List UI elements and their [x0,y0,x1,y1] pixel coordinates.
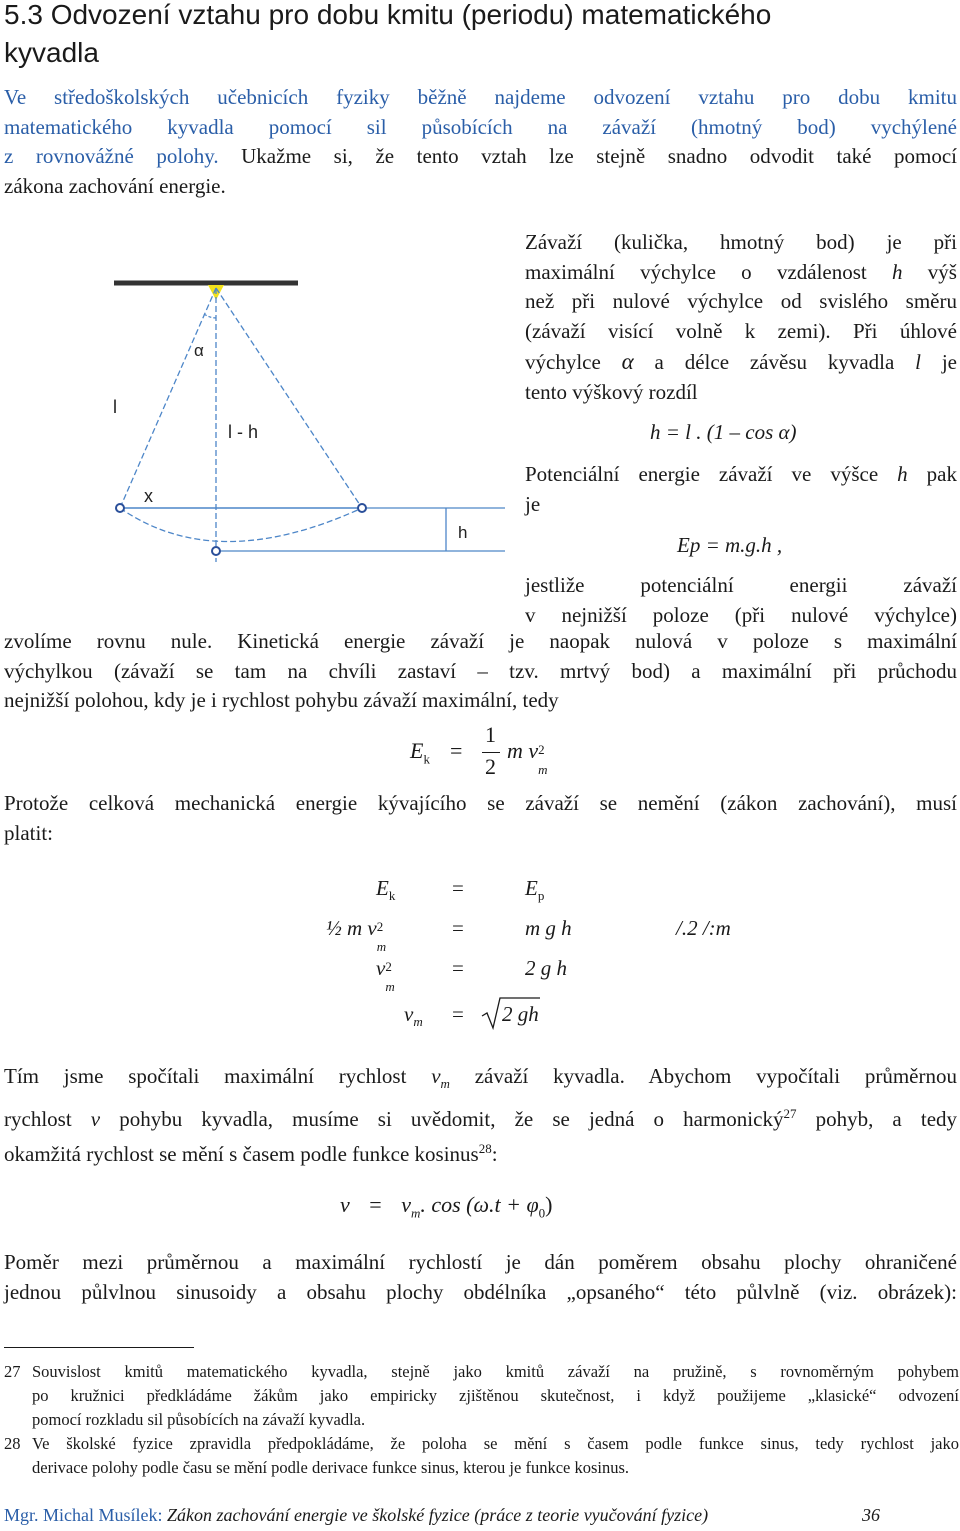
right-column-text-3 [525,571,957,630]
footnotes [4,1360,959,1480]
intro-line-4: zákona zachování energie. [4,173,226,198]
r3-lhs-sup: 2 [385,959,392,974]
right-column-text [525,228,957,407]
body3-var-v: v [431,1064,441,1088]
ek-rhs-mv: m v [507,738,539,763]
r4-lhs: v [404,1002,414,1026]
body3-var-v2: v [90,1106,101,1131]
fn27-line-2: po kružnici předkládáme žákům jako empiricky zjištěnou skutečnost, i když použijeme „klasické“ odvození [32,1386,959,1405]
fn27-line-3: pomocí rozkladu sil působících na závaží kyvadla. [32,1410,366,1429]
body4-line-2: jednou půlvlnou sinusoidy a obsahu plochy obdélníka „opsaného“ této půlvlně (viz. obrázek): [4,1279,957,1304]
vf-rhs-v: v [401,1192,411,1217]
derivation [0,870,960,1040]
vf-rhs-sub: m [410,1205,421,1221]
body-paragraph-2 [4,789,957,848]
swing-arc [120,508,362,542]
kinetic-energy-formula [410,722,610,792]
fn28-line-1: Ve školské fyzice zpravidla předpokládáme, že poloha se mění s časem podle funkce sinus, tedy rychlost jako [32,1434,959,1453]
label-l: l [113,397,117,417]
ek-lhs-e: E [410,738,424,763]
intro-line-3 [4,142,957,172]
intro-line-3a: z rovnovážné polohy. [4,144,219,168]
r2-note: /.2 /:m [676,916,731,940]
bob-right [358,504,366,512]
ek-rhs-sup: 2 [538,742,545,757]
ep-formula-text: Ep = m.g.h , [677,533,783,557]
rc-line-5 [525,347,957,378]
intro-paragraph [4,83,957,201]
body3-line-1 [4,1062,957,1099]
vf-rhs-sub0: 0 [538,1205,546,1221]
footnote-27-text [32,1360,959,1432]
body2-line-2: platit: [4,820,53,845]
deriv-row-2-lhs [326,916,389,954]
body3-sub-m: m [440,1076,450,1092]
rc-line-6: tento výškový rozdíl [525,379,698,404]
rc-line-4: (závaží visící volně k zemi). Při úhlové [525,319,957,344]
deriv-row-3-lhs [376,956,397,994]
body-paragraph-1 [4,627,957,716]
rc-line-10: v nejnižší poloze (při nulové výchylce) [525,602,957,627]
rc-line-2c: výš [902,259,957,284]
footnote-27 [4,1360,959,1432]
deriv-row-3-eq: = [452,956,464,980]
r3-lhs-sub: m [385,979,395,994]
r1-rhs-sub: p [537,888,545,904]
r3-rhs: 2 g h [525,956,567,980]
r2-rhs: m g h [525,916,572,940]
velocity-formula [340,1192,553,1221]
label-l-minus-h: l - h [228,422,259,442]
ep-formula [677,533,782,558]
label-x: x [144,486,153,506]
angle-arc [204,314,216,318]
rc-line-5c: a délce závěsu kyvadla [633,349,916,374]
body-paragraph-3 [4,1062,957,1170]
r1-lhs-sub: k [388,888,396,904]
body2-line-1: Protože celková mechanická energie kývajícího se závaží se nemění (zákon zachování), musí [4,791,957,815]
r2-lhs-sub: m [376,939,387,954]
r3-lhs: v [376,956,386,980]
ek-lhs [410,738,430,767]
body3-line-3 [4,1134,957,1170]
deriv-row-1-lhs [376,876,395,904]
fn28-line-2: derivace polohy podle času se mění podle derivace funkce sinus, kterou je funkce kosinus. [32,1458,630,1477]
page-number: 36 [862,1505,880,1525]
bob-left [116,504,124,512]
body4-line-1: Poměr mezi průměrnou a maximální rychlostí je dán poměrem obsahu plochy ohraničené [4,1250,957,1274]
ek-numerator: 1 [485,722,496,747]
vf-rhs-close: ) [545,1192,553,1217]
body3-l3a: okamžitá rychlost se mění s časem podle funkce kosinus [4,1142,479,1167]
rc-line-7a: Potenciální energie závaží ve výšce [525,462,898,486]
body3-line-2 [4,1099,957,1135]
r1-rhs: E [525,876,538,900]
footnote-ref-27[interactable]: 27 [783,1105,797,1121]
ek-equals: = [450,738,463,763]
footnote-separator [4,1347,194,1348]
deriv-row-4-eq: = [452,1002,464,1026]
footnote-28-number: 28 [4,1434,21,1453]
ek-denominator: 2 [485,754,496,779]
label-alpha: α [194,341,204,360]
body1-line-1: zvolíme rovnu nule. Kinetická energie závaží je naopak nulová v poloze s maximální [4,629,957,653]
body1-line-3: nejnižší polohou, kdy je i rychlost pohybu závaží maximální, tedy [4,688,559,712]
heading-line-1: 5.3 Odvození vztahu pro dobu kmitu (periodu) matematického [4,0,772,30]
pendulum-figure [100,270,520,570]
r2-lhs-sup: 2 [376,919,384,934]
string-right [216,288,362,508]
body3-l2c: pohybu kyvadla, musíme si uvědomit, že se jedná o harmonický [100,1106,784,1131]
heading-line-2: kyvadla [4,37,99,68]
rc-var-h: h [892,259,903,284]
deriv-row-2-eq: = [452,916,464,940]
deriv-row-4-lhs [404,1002,423,1030]
deriv-row-4-rhs [502,1002,539,1027]
rc-line-7c: pak [907,462,957,486]
rc-line-2a: maximální výchylce o vzdálenost [525,259,893,284]
vf-rhs-cos: . cos (ω.t + φ [420,1192,539,1217]
bob-bottom [212,547,220,555]
height-formula [650,420,797,445]
rc-var-alpha: α [621,348,634,374]
footnote-ref-28[interactable]: 28 [478,1141,492,1157]
rc-line-9: jestliže potenciální energii závaží [525,573,957,597]
rc-line-7 [525,460,957,490]
deriv-row-2-rhs [525,916,572,941]
fraction-bar [482,752,500,753]
ek-rhs-sub: m [538,762,548,777]
body3-l2e: pohyb, a tedy [796,1106,958,1131]
rc-line-2 [525,258,957,288]
body1-line-2: výchylkou (závaží se tam na chvíli zastaví – tzv. mrtvý bod) a maximální při průchodu [4,658,957,683]
r2-lhs: ½ m v [326,916,377,940]
rc-line-3: než při nulové výchylce od svislého směru [525,289,957,314]
body3-l2a: rychlost [4,1106,91,1131]
footer-author: Mgr. Michal Musílek: [4,1505,163,1525]
footer-title: Zákon zachování energie ve školské fyzice (práce z teorie vyučování fyzice) [162,1505,709,1525]
page-footer [4,1505,954,1526]
rc-var-h2: h [897,462,908,486]
footnote-27-number: 27 [4,1362,21,1381]
right-column-text-2 [525,460,957,519]
intro-line-2: matematického kyvadla pomocí sil působících na závaží (hmotný bod) vychýlené [4,114,957,139]
body3-l1a: Tím jsme spočítali maximální rychlost [4,1064,432,1088]
footnote-28 [4,1432,959,1480]
intro-line-3b: Ukažme si, že tento vztah lze stejně snadno odvodit také pomocí [218,144,957,168]
rc-var-l: l [915,349,921,374]
intro-line-1: Ve středoškolských učebnicích fyziky běžně najdeme odvození vztahu pro dobu kmitu [4,85,957,109]
vf-lhs: v [340,1192,350,1217]
section-heading [4,0,954,72]
r4-rhs: 2 gh [502,1002,539,1026]
body3-l3c: : [491,1142,498,1167]
deriv-row-1-rhs [525,876,544,904]
deriv-row-2-note [676,916,731,941]
rc-line-8: je [525,491,541,516]
rc-line-5e: je [921,349,957,374]
string-left [120,288,216,508]
rc-line-1: Závaží (kulička, hmotný bod) je při [525,230,957,254]
rc-line-5a: výchylce [525,349,622,374]
deriv-row-1-eq: = [452,876,464,900]
ek-rhs [507,738,548,777]
r4-lhs-sub: m [413,1014,423,1030]
label-h: h [458,523,468,542]
fn27-line-1: Souvislost kmitů matematického kyvadla, stejně jako kmitů závaží na pružině, s rovnoměrným pohybem [32,1362,959,1381]
r1-lhs: E [376,876,389,900]
deriv-row-3-rhs [525,956,567,981]
height-formula-text: h = l . (1 – cos α) [650,420,797,444]
body-paragraph-4 [4,1248,957,1307]
body3-l1d: závaží kyvadla. Abychom vypočítali průměrnou [449,1064,957,1088]
footnote-28-text [32,1432,959,1480]
ek-lhs-sub: k [423,751,430,767]
vf-eq: = [369,1192,382,1217]
